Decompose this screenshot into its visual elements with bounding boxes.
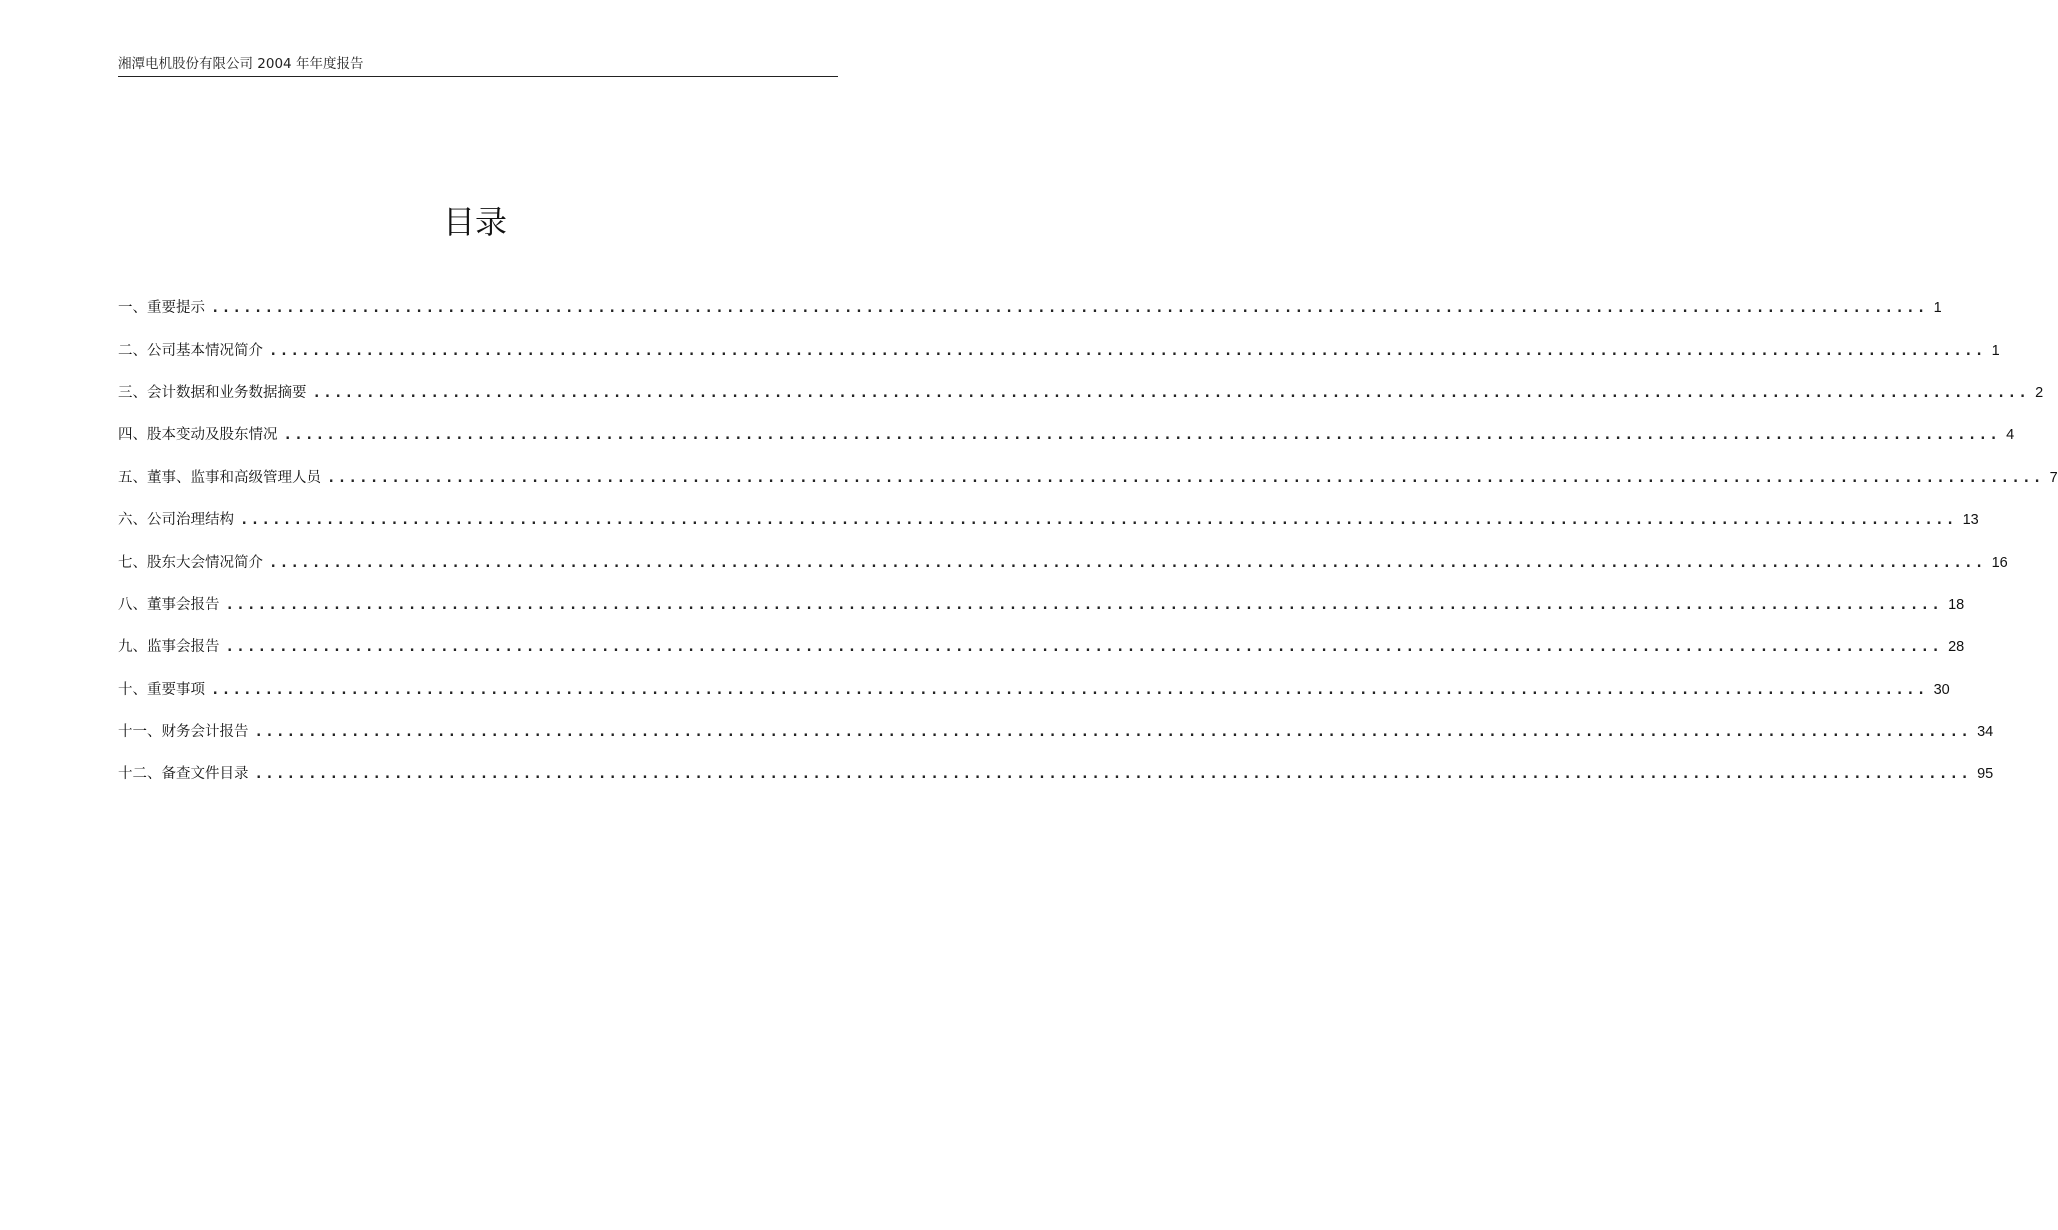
- toc-entry-page: 4: [2006, 427, 2015, 444]
- toc-dot-leader: ................................................................................................................................................................: [225, 596, 1943, 613]
- toc-entry-page: 1: [1991, 342, 2000, 359]
- toc-entry-label: 三、会计数据和业务数据摘要: [118, 384, 307, 401]
- toc-dot-leader: ................................................................................................................................................................: [269, 342, 1986, 359]
- toc-dot-leader: ................................................................................................................................................................: [283, 427, 2001, 444]
- toc-entry[interactable]: [118, 541, 2008, 583]
- toc-entry-label: 十二、备查文件目录: [118, 766, 249, 783]
- toc-entry-page: 28: [1948, 639, 1965, 656]
- toc-entry[interactable]: [118, 329, 2000, 371]
- toc-entry[interactable]: [118, 626, 1965, 668]
- toc-entry-label: 十、重要事项: [118, 681, 205, 698]
- toc-dot-leader: ................................................................................................................................................................: [225, 639, 1943, 656]
- toc-entry[interactable]: [118, 372, 2044, 414]
- toc-dot-leader: ................................................................................................................................................................: [327, 469, 2044, 486]
- toc-dot-leader: ................................................................................................................................................................: [211, 681, 1928, 698]
- toc-entry-label: 八、董事会报告: [118, 596, 220, 613]
- toc-entry-label: 五、董事、监事和高级管理人员: [118, 469, 321, 486]
- toc-entry-label: 四、股本变动及股东情况: [118, 427, 278, 444]
- toc-entry-label: 二、公司基本情况简介: [118, 342, 263, 359]
- table-of-contents: [118, 287, 2058, 796]
- toc-entry-page: 13: [1962, 512, 1979, 529]
- toc-entry-label: 六、公司治理结构: [118, 512, 234, 529]
- toc-entry-page: 1: [1933, 300, 1942, 317]
- toc-dot-leader: ................................................................................................................................................................: [240, 512, 1957, 529]
- toc-entry[interactable]: [118, 499, 1979, 541]
- toc-entry-page: 7: [2049, 469, 2058, 486]
- toc-entry-page: 95: [1977, 766, 1994, 783]
- toc-entry-page: 30: [1933, 681, 1950, 698]
- toc-dot-leader: ................................................................................................................................................................: [254, 724, 1972, 741]
- toc-dot-leader: ................................................................................................................................................................: [312, 384, 2030, 401]
- toc-dot-leader: ................................................................................................................................................................: [211, 300, 1928, 317]
- page-header: [118, 56, 838, 77]
- toc-entry-page: 34: [1977, 724, 1994, 741]
- toc-entry[interactable]: [118, 287, 1942, 329]
- toc-entry-label: 一、重要提示: [118, 300, 205, 317]
- toc-entry-page: 18: [1948, 596, 1965, 613]
- toc-entry-label: 九、监事会报告: [118, 639, 220, 656]
- toc-entry[interactable]: [118, 457, 2058, 499]
- toc-entry-page: 2: [2035, 384, 2044, 401]
- toc-entry[interactable]: [118, 669, 1950, 711]
- page-title: 目录: [442, 203, 507, 241]
- toc-entry[interactable]: [118, 753, 1994, 795]
- toc-dot-leader: ................................................................................................................................................................: [254, 766, 1972, 783]
- toc-entry-label: 十一、财务会计报告: [118, 724, 249, 741]
- toc-dot-leader: ................................................................................................................................................................: [269, 554, 1986, 571]
- toc-entry[interactable]: [118, 414, 2015, 456]
- toc-entry-label: 七、股东大会情况简介: [118, 554, 263, 571]
- toc-entry[interactable]: [118, 711, 1994, 753]
- toc-entry-page: 16: [1991, 554, 2008, 571]
- header-text: 湘潭电机股份有限公司 2004 年年度报告: [118, 56, 364, 72]
- toc-entry[interactable]: [118, 584, 1965, 626]
